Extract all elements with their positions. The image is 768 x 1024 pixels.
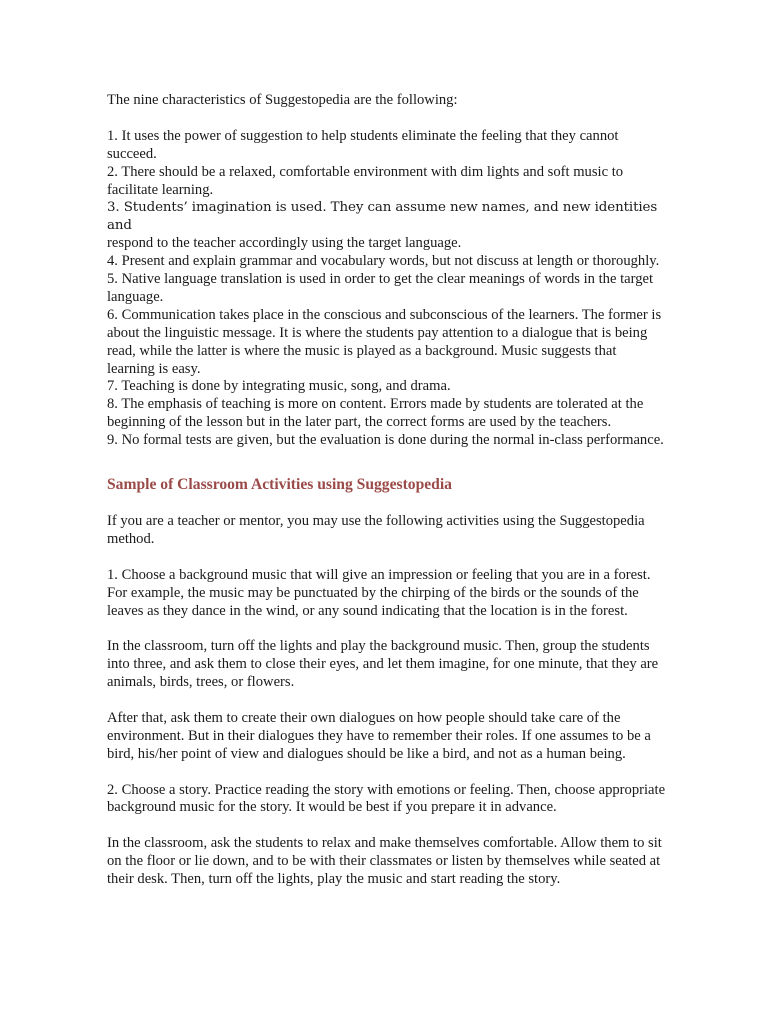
- characteristic-item: 1. It uses the power of suggestion to help students eliminate the feeling that they cannot succeed.: [107, 127, 619, 162]
- characteristic-item: 8. The emphasis of teaching is more on content. Errors made by students are tolerated at the beginning of the lesson but in the later part, the correct forms are used by the teachers.: [107, 396, 644, 431]
- characteristic-item: 5. Native language translation is used in order to get the clear meanings of words in the target language.: [107, 271, 654, 305]
- section-heading: Sample of Classroom Activities using Suggestopedia: [107, 476, 452, 494]
- characteristic-item: 3. Students’ imagination is used. They can assume new names, and new identities and: [107, 200, 658, 234]
- body-paragraph: 2. Choose a story. Practice reading the story with emotions or feeling. Then, choose appropriate background music for the story. It would be best if you prepare it in advance.: [107, 781, 666, 816]
- body-paragraph: In the classroom, ask the students to relax and make themselves comfortable. Allow them to sit on the floor or lie down, and to be with their classmates or listen by themselves while seated at their desk. Then, turn off the lights, play the music and start reading the story.: [107, 835, 662, 888]
- body-paragraph: 1. Choose a background music that will give an impression or feeling that you are in a forest. For example, the music may be punctuated by the chirping of the birds or the sounds of the leaves as they dance in the wind, or any sound indicating that the location is in the forest.: [107, 566, 651, 619]
- body-paragraph: If you are a teacher or mentor, you may use the following activities using the Suggestopedia method.: [107, 513, 645, 547]
- characteristic-item: 4. Present and explain grammar and vocabulary words, but not discuss at length or thoroughly.: [107, 253, 660, 270]
- characteristic-item: 7. Teaching is done by integrating music, song, and drama.: [107, 378, 451, 395]
- body-paragraph: In the classroom, turn off the lights and play the background music. Then, group the students into three, and ask them to close their eyes, and let them imagine, for one minute, that they are animals, birds, trees, or flowers.: [107, 638, 659, 691]
- characteristic-item: 9. No formal tests are given, but the evaluation is done during the normal in-class performance.: [107, 432, 664, 449]
- body-paragraph: After that, ask them to create their own dialogues on how people should take care of the environment. But in their dialogues they have to remember their roles. If one assumes to be a bird, his/her point of view and dialogues should be like a bird, and not as a human being.: [107, 709, 651, 762]
- document-page: [107, 92, 667, 889]
- characteristic-item-continuation: respond to the teacher accordingly using the target language.: [107, 235, 462, 252]
- characteristics-list: [107, 128, 667, 450]
- intro-text: The nine characteristics of Suggestopedia are the following:: [107, 92, 458, 108]
- characteristic-item: 2. There should be a relaxed, comfortable environment with dim lights and soft music to facilitate learning.: [107, 163, 624, 198]
- characteristic-item: 6. Communication takes place in the conscious and subconscious of the learners. The former is about the linguistic message. It is where the students pay attention to a dialogue that is being read, while the latter is where the music is played as a background. Music suggests that learning is easy.: [107, 306, 662, 377]
